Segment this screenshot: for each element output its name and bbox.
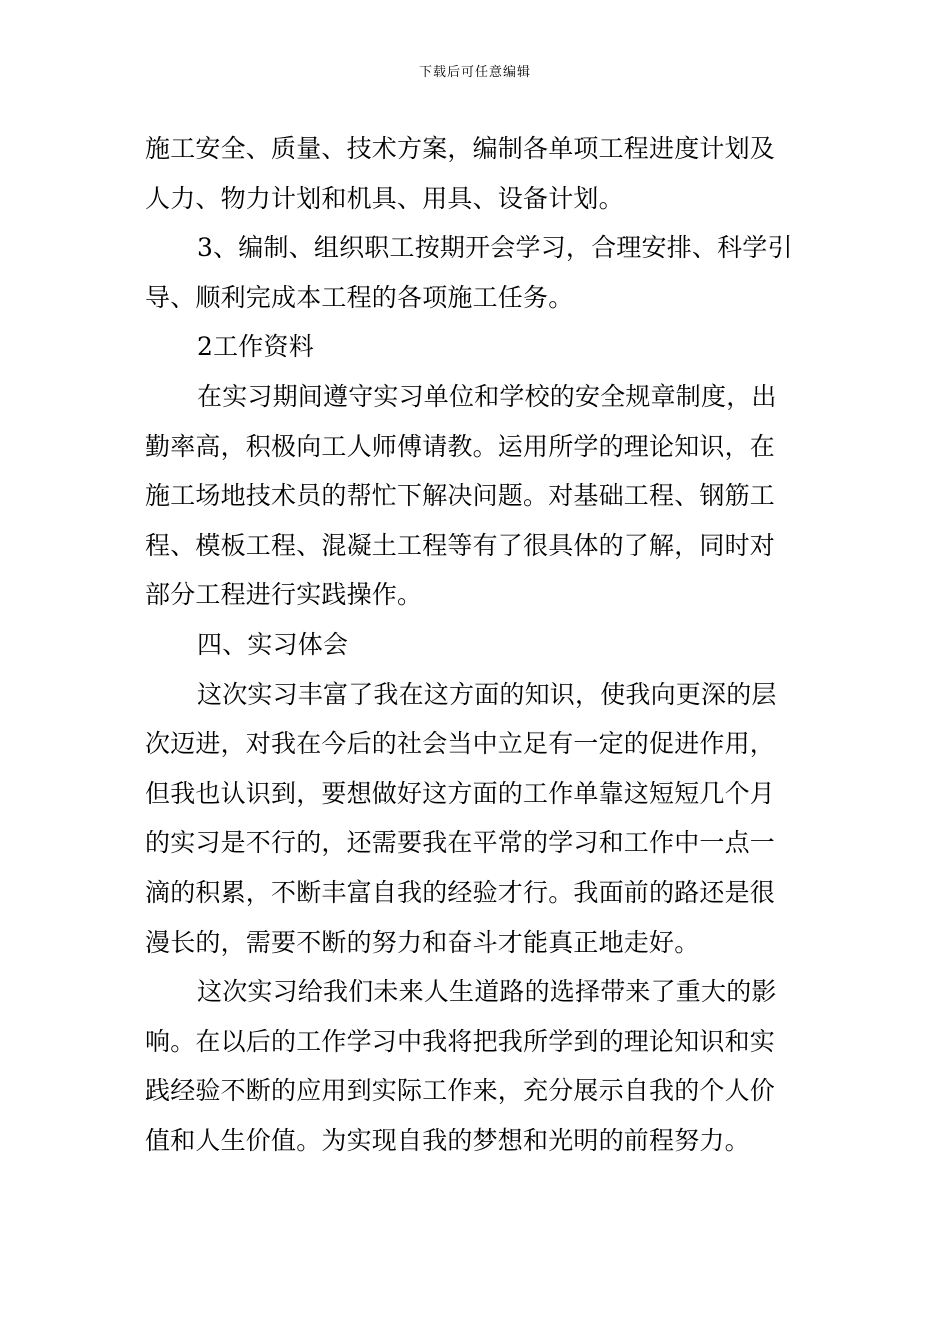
text-line: 人力、物力计划和机具、用具、设备计划。 [145,183,624,213]
paragraph [145,124,810,223]
text-line: 程、模板工程、混凝土工程等有了很具体的了解，同时对 [145,530,776,560]
text-line: 施工场地技术员的帮忙下解决问题。对基础工程、钢筋工 [145,481,776,511]
text-line: 响。在以后的工作学习中我将把我所学到的理论知识和实 [145,1026,776,1056]
text-line: 3、编制、组织职工按期开会学习，合理安排、科学引 [197,233,793,263]
text-line: 2工作资料 [197,332,314,362]
document-body [145,124,810,1165]
text-line: 值和人生价值。为实现自我的梦想和光明的前程努力。 [145,1125,750,1155]
text-line: 漫长的，需要不断的努力和奋斗才能真正地走好。 [145,927,700,957]
text-line: 但我也认识到，要想做好这方面的工作单靠这短短几个月 [145,778,776,808]
section-heading [145,322,810,372]
text-line: 在实习期间遵守实习单位和学校的安全规章制度，出 [197,381,777,411]
section-heading [145,620,810,670]
text-line: 的实习是不行的，还需要我在平常的学习和工作中一点一 [145,828,776,858]
text-line: 践经验不断的应用到实际工作来，充分展示自我的个人价 [145,1076,776,1106]
paragraph [145,223,810,322]
paragraph [145,372,810,620]
text-line: 施工安全、质量、技术方案，编制各单项工程进度计划及 [145,134,776,163]
text-line: 勤率高，积极向工人师傅请教。运用所学的理论知识，在 [145,431,776,461]
text-line: 次迈进，对我在今后的社会当中立足有一定的促进作用， [145,729,776,759]
text-line: 导、顺利完成本工程的各项施工任务。 [145,282,574,312]
text-line: 滴的积累，不断丰富自我的经验才行。我面前的路还是很 [145,877,776,907]
paragraph [145,670,810,968]
page-header: 下载后可任意编辑 [418,65,531,80]
text-line: 四、实习体会 [197,629,349,659]
paragraph [145,967,810,1165]
text-line: 这次实习丰富了我在这方面的知识，使我向更深的层 [197,679,777,709]
text-line: 这次实习给我们未来人生道路的选择带来了重大的影 [197,977,777,1007]
text-line: 部分工程进行实践操作。 [145,580,423,610]
